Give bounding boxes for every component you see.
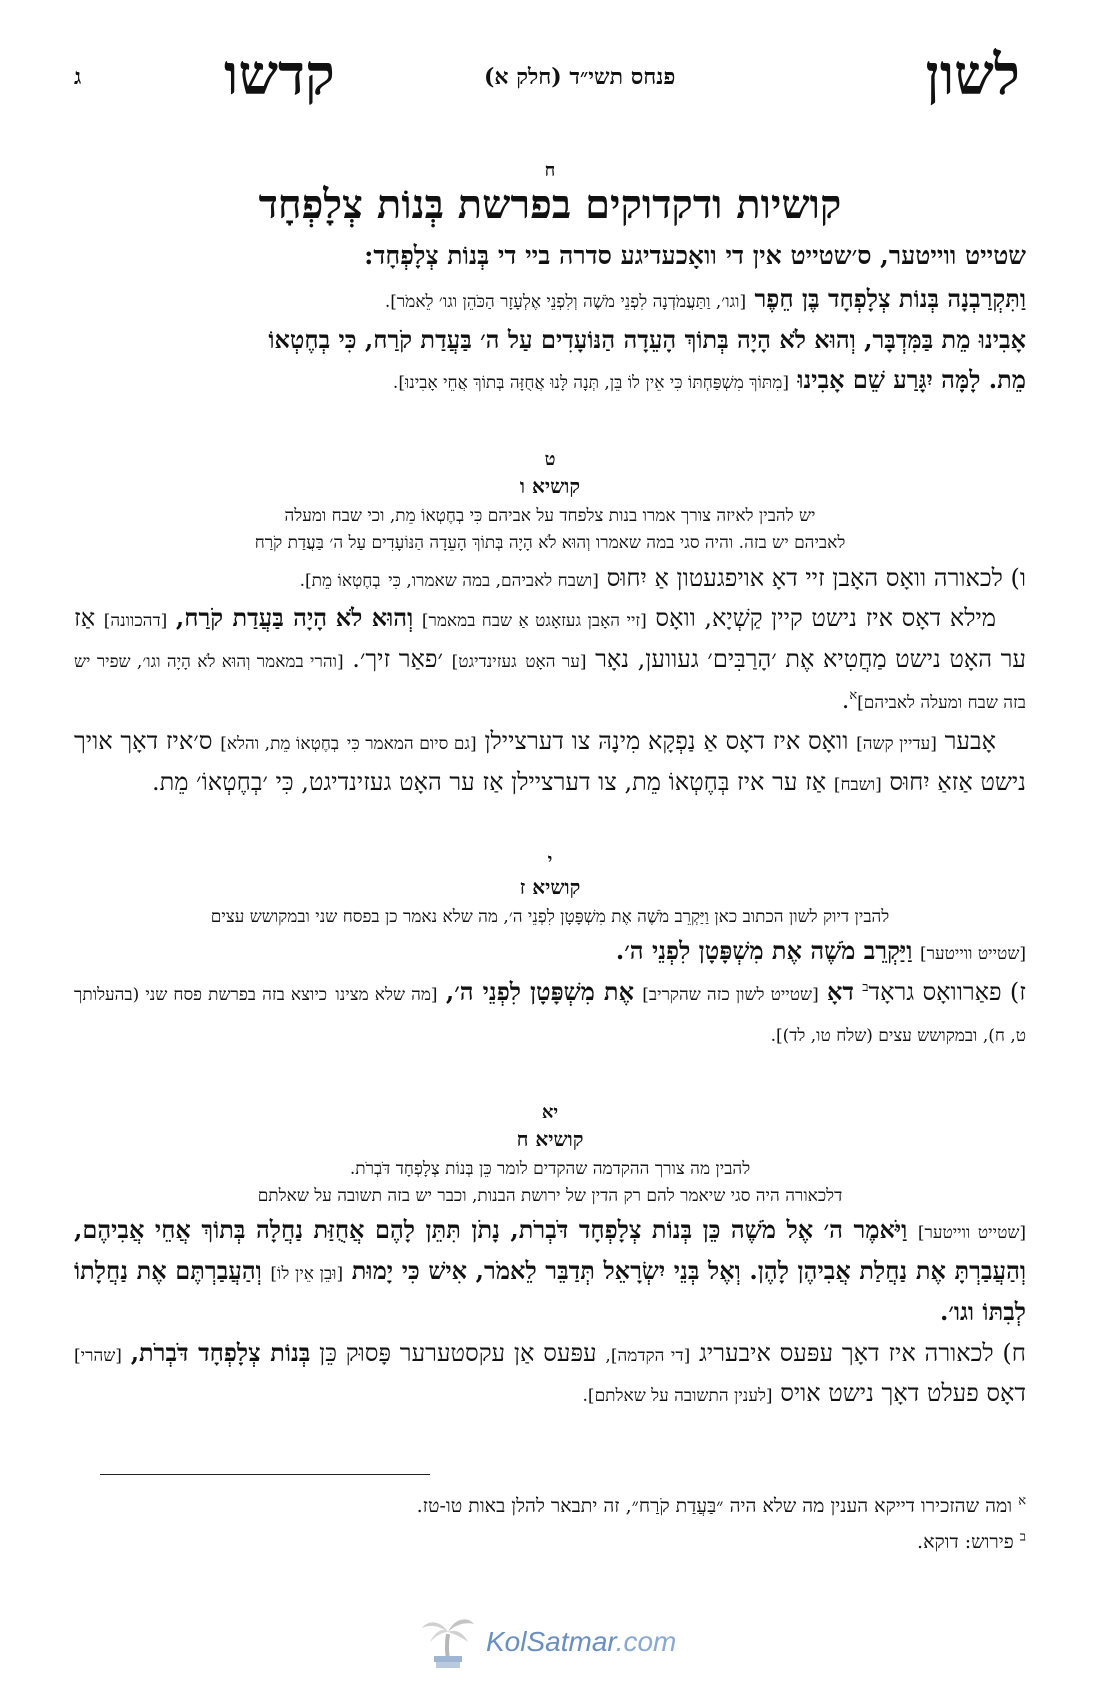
gloss: [שטייט ווייטער] (917, 1223, 1027, 1244)
section-lead: שטייט ווייטער, ס׳שטייט אין די וואָכעדיגע סדרה ביי די בְּנוֹת צְלָפְחָד: (364, 241, 1026, 270)
text: וְהוּא לֹא (335, 603, 414, 633)
question-title: קושיא ז (519, 875, 581, 900)
text: עפּעס אַן עקסטערער פָּסוּק כֵּן (319, 1338, 597, 1367)
text: אַז ער איז בְּחֶטְאוֹ מֵת, צו (598, 767, 827, 796)
gloss: [מה שלא מצינו (335, 985, 438, 1006)
header-lashon: לשון (925, 42, 1020, 108)
gloss: בְחֶטְאוֹ מֵת, והלא] (220, 733, 340, 754)
question-title: קושיא ח (516, 1126, 584, 1151)
gloss: [וּבֵן אֵין לוֹ] (270, 1264, 344, 1285)
verse-block (74, 1210, 1026, 1332)
logo-kol: KolSatmar (486, 1626, 616, 1657)
gloss: [ער האָט (525, 652, 587, 673)
verse-text: וְהַעֲבַרְתֶּם אֶת נַחֲלָתוֹ לְבִתּוֹ וגו׳. (74, 1256, 1026, 1326)
header-parsha: פנחס תשי״ד (חלק א) (484, 64, 676, 90)
paragraph (74, 721, 1026, 803)
question-desc-1: להבין מה צורך ההקדמה שהקדים לומר כֵּן בְּנוֹת צְלָפְחָד דֹּבְרֹת. (349, 1158, 751, 1179)
verse-text: וַיֹּאמֶר ה׳ אֶל מֹשֶׁה כֵּן בְּנוֹת צְלָפְחָד דֹּבְרֹת, נָתֹן תִּתֵּן לָהֶם אֲחֻזַּת (313, 1215, 908, 1245)
gloss: [שהרי] (74, 1345, 122, 1366)
paragraph (74, 972, 1026, 1054)
text: אָבער (944, 726, 996, 755)
paragraph (74, 558, 1026, 599)
palm-tree-icon (420, 1612, 476, 1672)
text: ס׳איז דאָך אויך נישט אַזאַ יִחוּס (74, 726, 1026, 796)
verse-text: וַיַּקְרֵב מֹשֶׁה אֶת מִשְׁפָּטָן לִפְנֵי ה׳. (615, 936, 913, 966)
verse-text: וַתִּקְרַבְנָה בְּנוֹת צְלָפְחָד בֶּן חֵפֶר (754, 283, 1026, 313)
gloss: [שטייט לשון כזה שהקריב] (642, 985, 819, 1006)
verse-line (74, 931, 1026, 972)
verse-text: אִישׁ כִּי יָמוּת (351, 1256, 468, 1286)
verse-line-1 (74, 279, 1026, 320)
header-kodsho: קדשו (224, 42, 335, 108)
gloss: [דהכוונה] (103, 611, 168, 632)
section-number-h: ח (544, 160, 556, 181)
text: הָיָה בַּעֲדַת קֹרַח, (175, 603, 328, 633)
kolsatmar-logo[interactable] (420, 1612, 677, 1676)
verse-gloss: [מִתּוֹךְ מִשְׁפַּחְתּוֹ כִּי אֵין לוֹ בֵּן, תְּנָה לָּנוּ אֲחֻזָּה בְּתוֹךְ אֲחֵי אָבִינוּ]. (392, 373, 789, 394)
footnote-ref[interactable]: ב (862, 980, 869, 996)
logo-text (486, 1626, 676, 1658)
gloss: [ושבח] (833, 774, 882, 795)
question-title: קושיא ו (519, 474, 581, 499)
text: בְּנוֹת צְלָפְחָד דֹּבְרֹת, (130, 1337, 311, 1367)
question-desc-1: יש להבין לאיזה צורך אמרו בנות צלפחד על אביהם כִּי בְחֶטְאוֹ מֵת, וכי שבח ומעלה (284, 506, 816, 527)
text: וואָס איז דאָס אַ נַפְקָא מִינָהּ צו דערציילן (484, 726, 849, 755)
footnote-ref[interactable]: א (849, 687, 858, 703)
text: אַז ער האָט נישט מַחֲטִיא אֶת ׳הָרַבִּים׳ געווען, נאָר (74, 604, 1026, 674)
logo-com: .com (615, 1626, 677, 1657)
verse-line-2: אָבִינוּ מֵת בַּמִּדְבָּר, וְהוּא לֹא הָיָה בְּתוֹךְ הָעֵדָה הַנּוֹעָדִים עַל ה׳ בַּעֲדַת קֹרַח, כִּי בְחֶטְאוֹ (268, 324, 1026, 354)
gloss: [שטייט ווייטער] (919, 944, 1026, 965)
footnote-mark: א (1018, 1493, 1026, 1509)
footnotes (74, 1488, 1026, 1560)
section-number-t: ט (544, 449, 556, 471)
text: ח) לכאורה איז דאָך עפּעס איבעריג (699, 1338, 1026, 1367)
gloss: [זיי האָבן געזאָגט אַ שבח במאמר] (421, 611, 647, 632)
gloss: כיוצא בזה בפרשת פסח שני (בהעלותך ט, ח), ובמקושש עצים (שלח טו, לד)]. (74, 985, 1026, 1047)
footnote-text: פירוש: דוקא. (917, 1531, 1014, 1554)
text: אֶת מִשְׁפָּטָן לִפְנֵי ה׳, (445, 977, 634, 1007)
footnote-2 (74, 1524, 1026, 1560)
text: דערציילן אַז ער האָט געזינדיגט, כִּי ׳בְחֶטְאוֹ׳ מֵת. (151, 767, 591, 796)
text: ׳פאַר זיך׳. (352, 645, 444, 674)
page-header (74, 42, 1026, 122)
question-desc-2: דלכאורה היה סגי שיאמר להם רק הדין של ירושת הבנות, וכבר יש בזה תשובה על שאלתם (257, 1186, 843, 1207)
text: דאָס פעלט דאָך נישט אויס (780, 1379, 1026, 1408)
main-content (74, 156, 1026, 1414)
section-title: קושיות ודקדוקים בפרשת בְּנוֹת צְלָפְחָד (258, 181, 842, 228)
section-number-ya: יא (541, 1101, 559, 1123)
text: מילא דאָס איז נישט קיין קַשְׁיָא, וואָס (655, 604, 996, 633)
gloss: בְחֶטְאוֹ מֵת]. (299, 570, 381, 591)
gloss: [והרי במאמר וְהוּא לֹא הָיָה וגו׳, שפיר יש בזה שבח ומעלה לאביהם] (74, 652, 1026, 713)
gloss: [ושבח לאביהם, במה שאמרו, כִּי (388, 570, 599, 591)
text: דאָ (827, 977, 854, 1007)
gloss: [גם סיום המאמר כִּי (346, 733, 477, 754)
gloss: [עדיין קשה] (856, 733, 937, 754)
question-desc-2: לאביהם יש בזה. והיה סגי במה שאמרו וְהוּא לֹא הָיָה בְּתוֹךְ הָעֵדָה הַנּוֹעָדִים עַל ה׳ בַּעֲדַת קֹרַח (254, 533, 846, 554)
question-desc: להבין דיוק לשון הכתוב כאן וַיַּקְרֵב מֹשֶׁה אֶת מִשְׁפָּטָן לִפְנֵי ה׳, מה שלא נאמר כן בפסח שני ובמקושש עצים (210, 907, 890, 928)
footnote-1 (74, 1488, 1026, 1524)
verse-line-3 (74, 360, 1026, 401)
page-number: ג (74, 64, 82, 90)
text: ז) פאַרוואָס גראָד (868, 978, 1026, 1007)
footnote-mark: ב (1019, 1529, 1026, 1545)
verse-text: נַחֲלָה בְּתוֹךְ אֲחֵי אֲבִיהֶם, וְהַעֲבַרְתָּ אֶת נַחֲלַת אֲבִיהֶן לָהֶן. וְאֶל בְּנֵי יִשְׂרָאֵל תְּדַבֵּר לֵאמֹר, (74, 1215, 1027, 1286)
section-number-y: י (547, 850, 553, 872)
footnote-text: ומה שהזכירו דייקא הענין מה שלא היה ״בַּעֲדַת קֹרַח״, זה יתבאר להלן באות טו-טז. (416, 1495, 1013, 1517)
text: ו) לכאורה וואָס האָבן זיי דאָ אויפגעטון אַ יִחוּס (606, 563, 1026, 592)
footnote-divider (100, 1474, 430, 1475)
verse-text: מֵת. לָמָּה יִגָּרַע שֵׁם אָבִינוּ (797, 365, 1026, 395)
verse-gloss: [וגו׳, וַתַּעֲמֹדְנָה לִפְנֵי מֹשֶׁה וְלִפְנֵי אֶלְעָזָר הַכֹּהֵן וגו׳ לֵאמֹר]. (384, 291, 747, 312)
paragraph: מילא דאָס איז נישט קיין קַשְׁיָא, וואָס [זיי האָבן געזאָגט אַ שבח במאמר] וְהוּא לֹא הָיָה בַּעֲדַת קֹרַח, [דהכוונה] אַז ער האָט נישט מַחֲטִיא אֶת ׳הָרַבִּים׳ געווען, נאָר [ער האָט געזינדיגט] ׳פאַר זיך׳. [והרי במאמר וְהוּא לֹא הָיָה וגו׳, שפיר יש בזה שבח ומעלה לאביהם]$^א$. (74, 603, 1026, 714)
gloss: [די הקדמה], (605, 1345, 691, 1366)
paragraph (74, 1333, 1026, 1415)
gloss: [לענין התשובה על שאלתם]. (582, 1386, 773, 1407)
gloss: געזינדיגט] (451, 652, 517, 673)
